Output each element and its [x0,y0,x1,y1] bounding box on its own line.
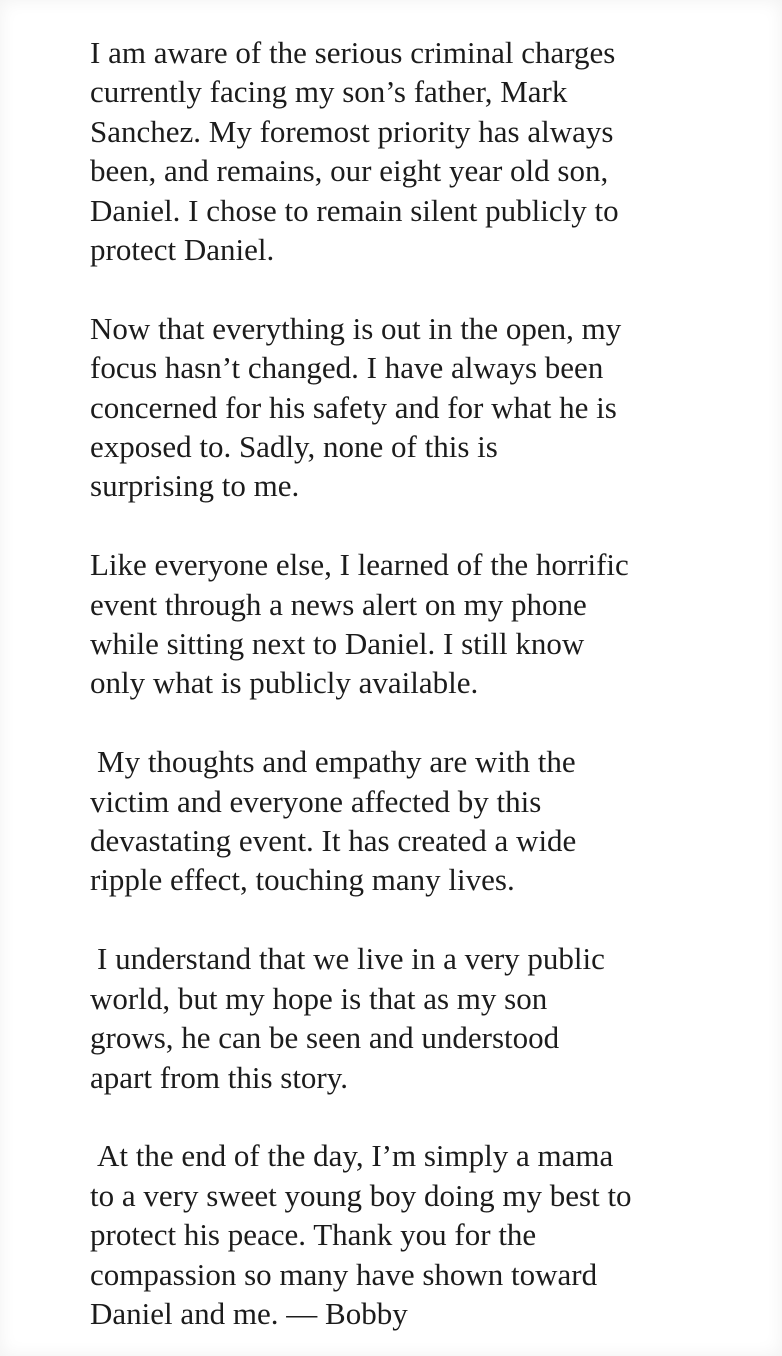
statement-paragraph-2: Now that everything is out in the open, my focus hasn’t changed. I have always been concerned for his safety and for what he is exposed to. Sadly, none of this is surprising to me. [90,310,622,504]
statement-paragraph-5: I understand that we live in a very public world, but my hope is that as my son grows, he can be seen and understood apart from this story. [90,941,605,1095]
statement-paragraph-1: I am aware of the serious criminal charges currently facing my son’s father, Mark Sanchez. My foremost priority has always been, and remains, our eight year old son, Daniel. I chose to remain silent publicly to protect Daniel. [90,35,619,268]
statement-paragraph-6: At the end of the day, I’m simply a mama to a very sweet young boy doing my best to protect his peace. Thank you for the compassion so many have shown toward Daniel and me. — Bobby [90,1138,632,1331]
statement-paragraph-3: Like everyone else, I learned of the horrific event through a news alert on my phone while sitting next to Daniel. I still know only what is publicly available. [90,547,629,701]
statement-body [90,33,750,1333]
statement-paragraph-4: My thoughts and empathy are with the victim and everyone affected by this devastating event. It has created a wide ripple effect, touching many lives. [90,744,577,898]
